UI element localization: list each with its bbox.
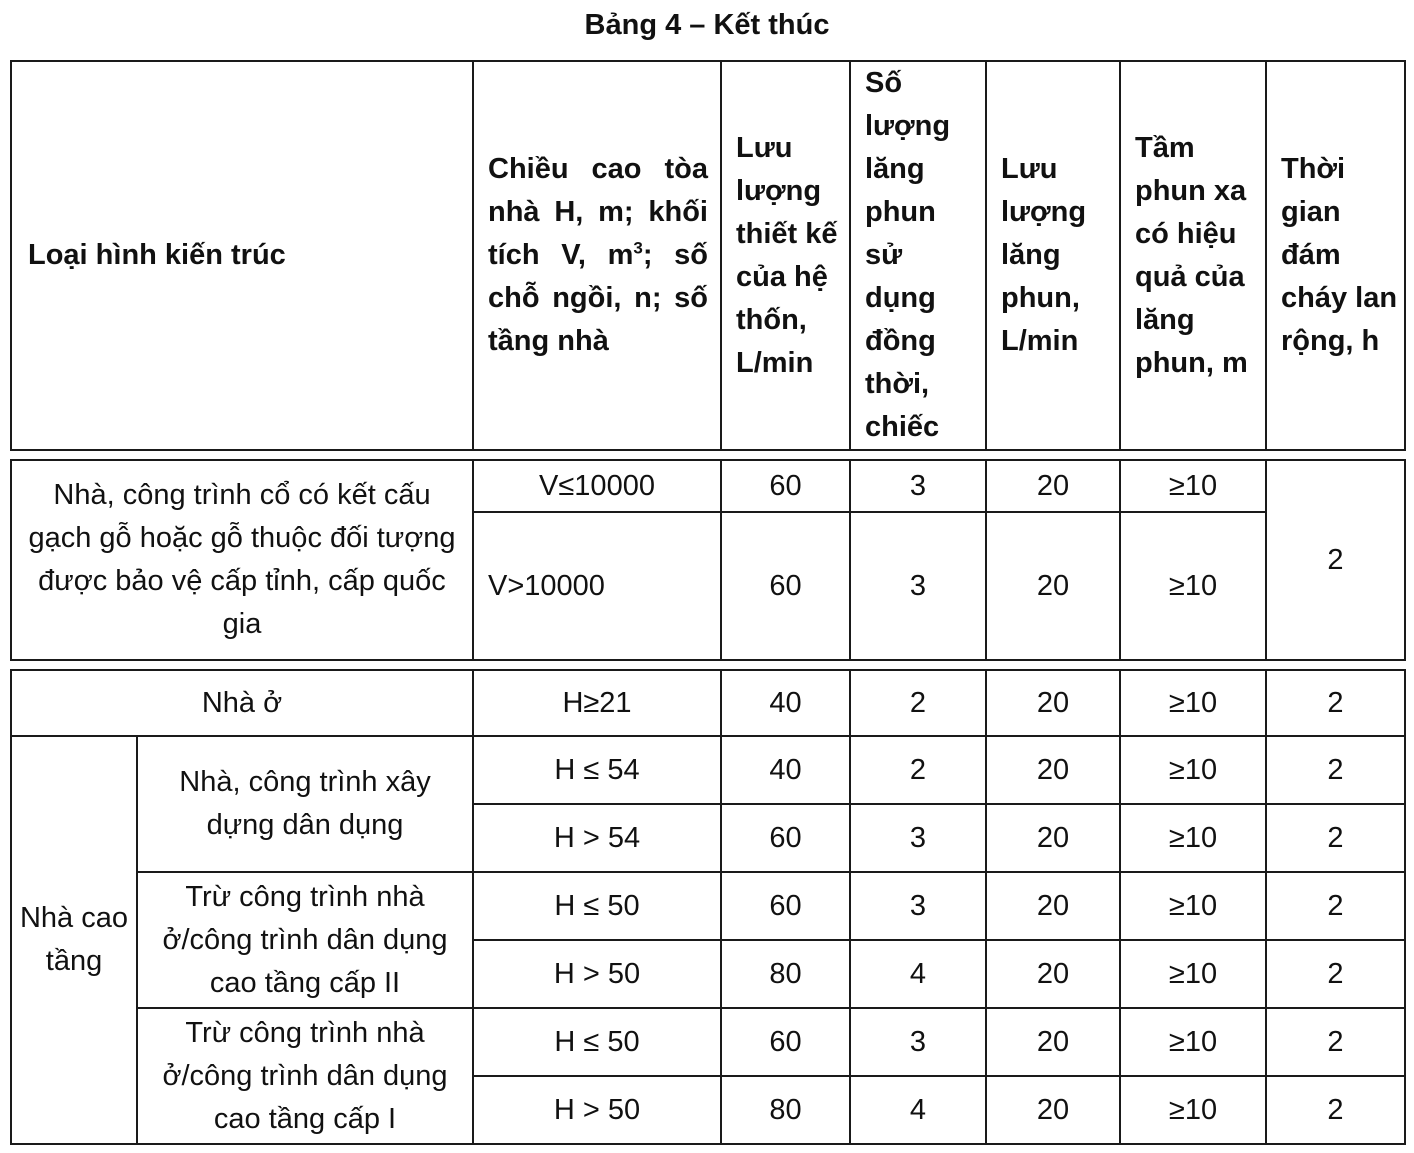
- table-row: [11, 1008, 1405, 1076]
- fire-time-cell: 2: [1266, 460, 1405, 660]
- fire-time-cell: 2: [1266, 1076, 1405, 1144]
- header-nozzle-flow: Lưu lượng lăng phun, L/min: [986, 61, 1120, 450]
- condition-cell: H≥21: [473, 670, 721, 736]
- fire-time-cell: 2: [1266, 670, 1405, 736]
- nozzle-flow-cell: 20: [986, 804, 1120, 872]
- nozzle-count-cell: 3: [850, 1008, 986, 1076]
- header-fire-spread-time: Thời gian đám cháy lan rộng, h: [1266, 61, 1405, 450]
- nozzle-count-cell: 3: [850, 460, 986, 512]
- table-title: Bảng 4 – Kết thúc: [584, 9, 830, 41]
- range-cell: ≥10: [1120, 460, 1266, 512]
- nozzle-flow-cell: 20: [986, 460, 1120, 512]
- nozzle-count-cell: 3: [850, 512, 986, 660]
- range-cell: ≥10: [1120, 1076, 1266, 1144]
- subtype-cell: Trừ công trình nhà ở/công trình dân dụng cao tầng cấp I: [137, 1008, 473, 1144]
- building-type-cell: Nhà, công trình cổ có kết cấu gạch gỗ hoặc gỗ thuộc đối tượng được bảo vệ cấp tỉnh, cấp quốc gia: [11, 460, 473, 660]
- range-cell: ≥10: [1120, 940, 1266, 1008]
- design-flow-cell: 40: [721, 670, 850, 736]
- range-cell: ≥10: [1120, 736, 1266, 804]
- nozzle-count-cell: 3: [850, 804, 986, 872]
- table-row: [11, 872, 1405, 940]
- condition-cell: H > 54: [473, 804, 721, 872]
- design-flow-cell: 40: [721, 736, 850, 804]
- nozzle-count-cell: 2: [850, 736, 986, 804]
- design-flow-cell: 80: [721, 1076, 850, 1144]
- range-cell: ≥10: [1120, 670, 1266, 736]
- range-cell: ≥10: [1120, 872, 1266, 940]
- table-row: [11, 460, 1405, 512]
- section-separator: [11, 660, 1405, 670]
- design-flow-cell: 60: [721, 1008, 850, 1076]
- condition-cell: H ≤ 50: [473, 872, 721, 940]
- subtype-cell: Nhà, công trình xây dựng dân dụng: [137, 736, 473, 872]
- range-cell: ≥10: [1120, 804, 1266, 872]
- nozzle-flow-cell: 20: [986, 736, 1120, 804]
- design-flow-cell: 60: [721, 804, 850, 872]
- condition-cell: H > 50: [473, 1076, 721, 1144]
- condition-cell: V≤10000: [473, 460, 721, 512]
- fire-hydrant-table: [10, 60, 1406, 1145]
- nozzle-flow-cell: 20: [986, 512, 1120, 660]
- design-flow-cell: 60: [721, 872, 850, 940]
- header-row: [11, 61, 1405, 450]
- condition-cell: H ≤ 50: [473, 1008, 721, 1076]
- table-row: [11, 736, 1405, 804]
- nozzle-flow-cell: 20: [986, 670, 1120, 736]
- condition-cell: H > 50: [473, 940, 721, 1008]
- fire-time-cell: 2: [1266, 736, 1405, 804]
- nozzle-flow-cell: 20: [986, 1008, 1120, 1076]
- header-nozzle-count: Số lượng lăng phun sử dụng đồng thời, chiếc: [850, 61, 986, 450]
- section-separator: [11, 450, 1405, 460]
- nozzle-count-cell: 4: [850, 1076, 986, 1144]
- range-cell: ≥10: [1120, 512, 1266, 660]
- header-building-type: Loại hình kiến trúc: [11, 61, 473, 450]
- nozzle-flow-cell: 20: [986, 1076, 1120, 1144]
- header-effective-range: Tầm phun xa có hiệu quả của lăng phun, m: [1120, 61, 1266, 450]
- fire-time-cell: 2: [1266, 804, 1405, 872]
- nozzle-count-cell: 3: [850, 872, 986, 940]
- fire-time-cell: 2: [1266, 872, 1405, 940]
- table-row: [11, 670, 1405, 736]
- nozzle-count-cell: 4: [850, 940, 986, 1008]
- nozzle-flow-cell: 20: [986, 940, 1120, 1008]
- header-height-volume: Chiều cao tòa nhà H, m; khối tích V, $m^3$; số chỗ ngồi, n; số tầng nhà: [473, 61, 721, 450]
- building-type-cell: Nhà cao tầng: [11, 736, 137, 1144]
- building-type-cell: Nhà ở: [11, 670, 473, 736]
- nozzle-count-cell: 2: [850, 670, 986, 736]
- design-flow-cell: 80: [721, 940, 850, 1008]
- condition-cell: H ≤ 54: [473, 736, 721, 804]
- fire-time-cell: 2: [1266, 940, 1405, 1008]
- subtype-cell: Trừ công trình nhà ở/công trình dân dụng cao tầng cấp II: [137, 872, 473, 1008]
- condition-cell: V>10000: [473, 512, 721, 660]
- header-design-flow: Lưu lượng thiết kế của hệ thốn, L/min: [721, 61, 850, 450]
- design-flow-cell: 60: [721, 460, 850, 512]
- range-cell: ≥10: [1120, 1008, 1266, 1076]
- fire-time-cell: 2: [1266, 1008, 1405, 1076]
- nozzle-flow-cell: 20: [986, 872, 1120, 940]
- design-flow-cell: 60: [721, 512, 850, 660]
